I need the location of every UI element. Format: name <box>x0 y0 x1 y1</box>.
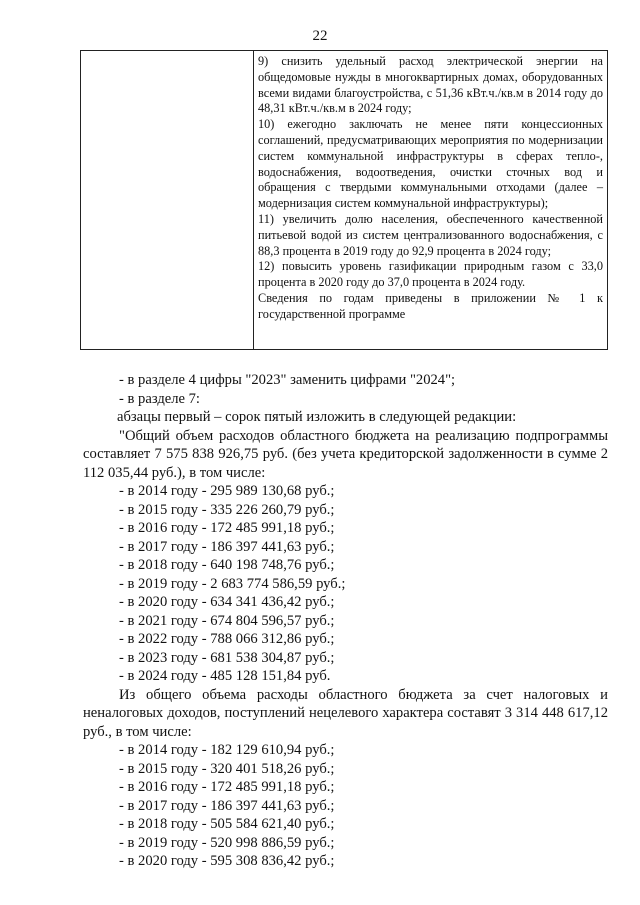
goal-appendix-note: Сведения по годам приведены в приложении № 1 к государственной программе <box>258 290 603 321</box>
total-year-item: - в 2022 году - 788 066 312,86 руб.; <box>119 631 335 647</box>
tax-year-item: - в 2017 году - 186 397 441,63 руб.; <box>119 797 335 814</box>
table-column-divider <box>253 51 254 349</box>
tax-year-item: - в 2020 году - 595 308 836,42 руб.; <box>119 853 335 869</box>
page-number: 22 <box>312 28 328 44</box>
goal-item-9: 9) снизить удельный расход электрической энергии на общедомовые нужды в многоквартирных домах, оборудованных всеми видами благоустройства, с 51,36 кВт.ч./кв.м в 2014 году до 48,31 кВт.ч./кв.м в 2024 году; <box>258 54 603 116</box>
total-year-item: - в 2019 году - 2 683 774 586,59 руб.; <box>119 575 346 592</box>
tax-intro-paragraph: Из общего объема расходы областного бюджета за счет налоговых и неналоговых доходов, поступлений нецелевого характера составят 3 314 448 617,12 руб., в том числе: <box>83 686 608 740</box>
tax-year-item: - в 2015 году - 320 401 518,26 руб.; <box>119 760 335 777</box>
goals-table <box>80 50 608 350</box>
section4-line: - в разделе 4 цифры "2023" заменить цифрами "2024"; <box>119 372 456 388</box>
section7-line: - в разделе 7: <box>119 390 200 407</box>
tax-year-item: - в 2019 году - 520 998 886,59 руб.; <box>119 834 335 851</box>
table-right-cell <box>258 54 603 323</box>
total-year-item: - в 2021 году - 674 804 596,57 руб.; <box>119 612 335 629</box>
total-year-item: - в 2020 году - 634 341 436,42 руб.; <box>119 594 335 610</box>
total-year-item: - в 2023 году - 681 538 304,87 руб.; <box>119 649 335 666</box>
total-year-item: - в 2014 году - 295 989 130,68 руб.; <box>119 483 335 499</box>
total-year-item: - в 2015 году - 335 226 260,79 руб.; <box>119 501 335 518</box>
goal-item-12: 12) повысить уровень газификации природным газом с 33,0 процента в 2020 году до 37,0 процента в 2024 году. <box>258 259 603 290</box>
total-year-item: - в 2017 году - 186 397 441,63 руб.; <box>119 538 335 555</box>
total-intro-paragraph: "Общий объем расходов областного бюджета на реализацию подпрограммы составляет 7 575 838 926,75 руб. (без учета кредиторской задолженности в сумме 2 112 035,44 руб.), в том числе: <box>83 427 608 481</box>
tax-year-item: - в 2014 году - 182 129 610,94 руб.; <box>119 742 335 758</box>
tax-year-item: - в 2018 году - 505 584 621,40 руб.; <box>119 816 335 832</box>
amendment-text <box>83 371 608 871</box>
total-year-item: - в 2016 году - 172 485 991,18 руб.; <box>119 520 335 536</box>
goal-item-11: 11) увеличить долю населения, обеспеченного качественной питьевой водой из систем централизованного водоснабжения, с 88,3 процента в 2019 году до 92,9 процента в 2024 году; <box>258 211 603 258</box>
paragraphs-line: абзацы первый – сорок пятый изложить в следующей редакции: <box>117 409 517 425</box>
tax-year-item: - в 2016 году - 172 485 991,18 руб.; <box>119 779 335 795</box>
total-year-item: - в 2024 году - 485 128 151,84 руб. <box>119 668 331 684</box>
goal-item-10: 10) ежегодно заключать не менее пяти концессионных соглашений, предусматривающих мероприятия по модернизации систем коммунальной инфраструктуры в сферах тепло-, водоснабжения, водоотведения, очистки сточных вод и обращения с твердыми коммунальными отходами (далее – модернизация систем коммунальной инфраструктуры); <box>258 117 603 211</box>
total-year-item: - в 2018 году - 640 198 748,76 руб.; <box>119 557 335 573</box>
